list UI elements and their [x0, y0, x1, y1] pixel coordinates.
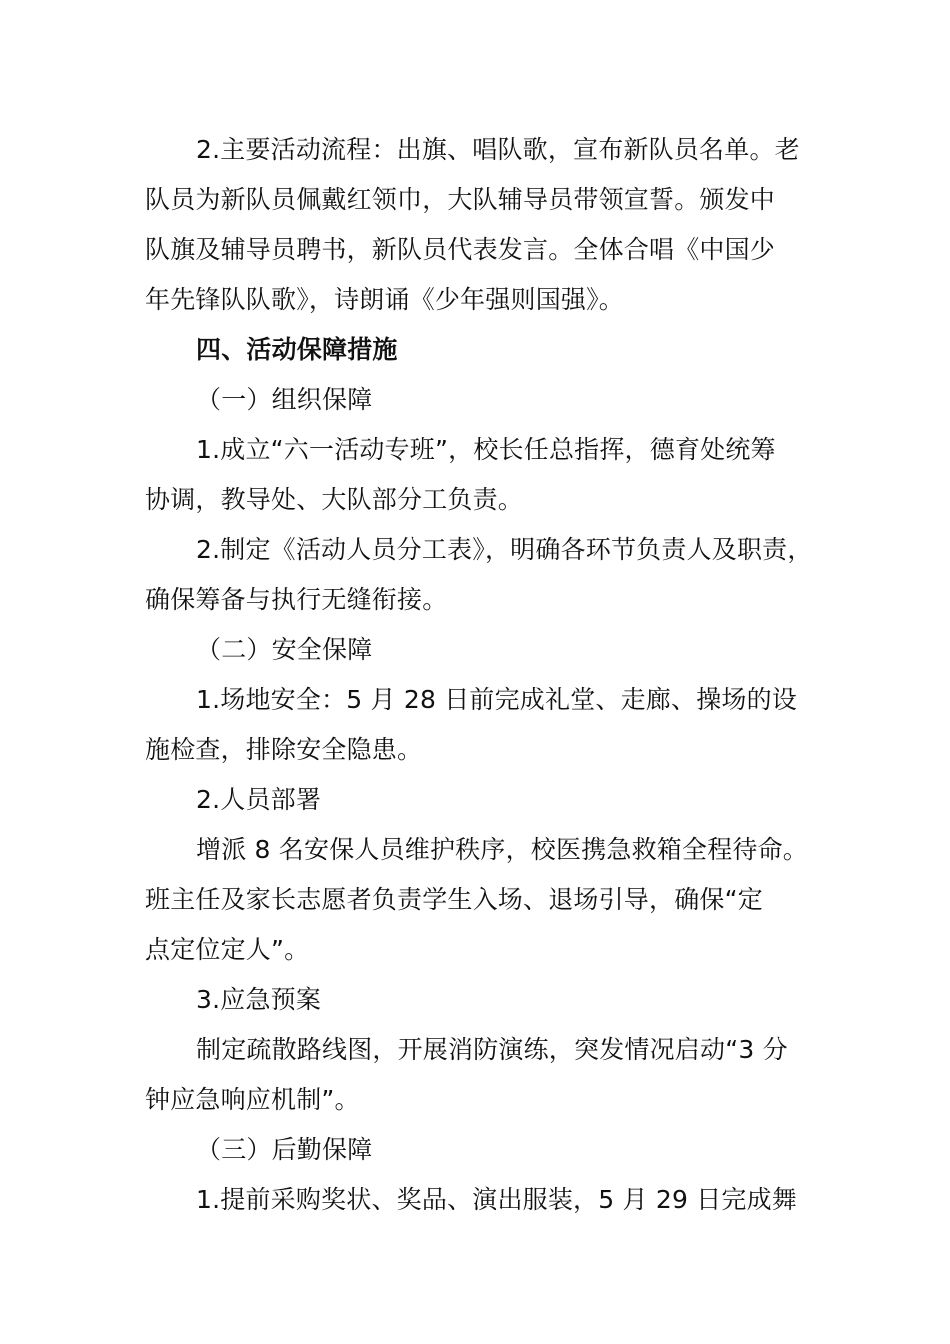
paragraph-line: 年先锋队队歌》，诗朗诵《少年强则国强》。: [145, 285, 625, 314]
paragraph-line: 确保筹备与执行无缝衔接。: [145, 585, 448, 614]
subsection-heading: （二）安全保障: [196, 635, 373, 664]
paragraph-line: 1.场地安全：5 月 28 日前完成礼堂、走廊、操场的设: [196, 685, 798, 714]
paragraph-line: 3.应急预案: [196, 985, 322, 1014]
paragraph-line: 1.提前采购奖状、奖品、演出服装，5 月 29 日完成舞: [196, 1185, 798, 1214]
subsection-heading: （三）后勤保障: [196, 1135, 373, 1164]
paragraph-line: 队旗及辅导员聘书，新队员代表发言。全体合唱《中国少: [145, 235, 776, 264]
section-heading: 四、活动保障措施: [196, 335, 398, 364]
paragraph-line: 2.主要活动流程：出旗、唱队歌，宣布新队员名单。老: [196, 135, 800, 164]
paragraph-line: 点定位定人”。: [145, 935, 310, 964]
paragraph-line: 队员为新队员佩戴红领巾，大队辅导员带领宣誓。颁发中: [145, 185, 776, 214]
paragraph-line: 1.成立“六一活动专班”，校长任总指挥，德育处统筹: [196, 435, 776, 464]
paragraph-line: 施检查，排除安全隐患。: [145, 735, 423, 764]
subsection-heading: （一）组织保障: [196, 385, 373, 414]
paragraph-line: 2.制定《活动人员分工表》，明确各环节负责人及职责，: [196, 535, 813, 564]
paragraph-line: 增派 8 名安保人员维护秩序，校医携急救箱全程待命。: [196, 835, 809, 864]
paragraph-line: 2.人员部署: [196, 785, 322, 814]
paragraph-line: 协调，教导处、大队部分工负责。: [145, 485, 524, 514]
paragraph-line: 班主任及家长志愿者负责学生入场、退场引导，确保“定: [145, 885, 763, 914]
paragraph-line: 制定疏散路线图，开展消防演练，突发情况启动“3 分: [196, 1035, 788, 1064]
paragraph-line: 钟应急响应机制”。: [145, 1085, 360, 1114]
